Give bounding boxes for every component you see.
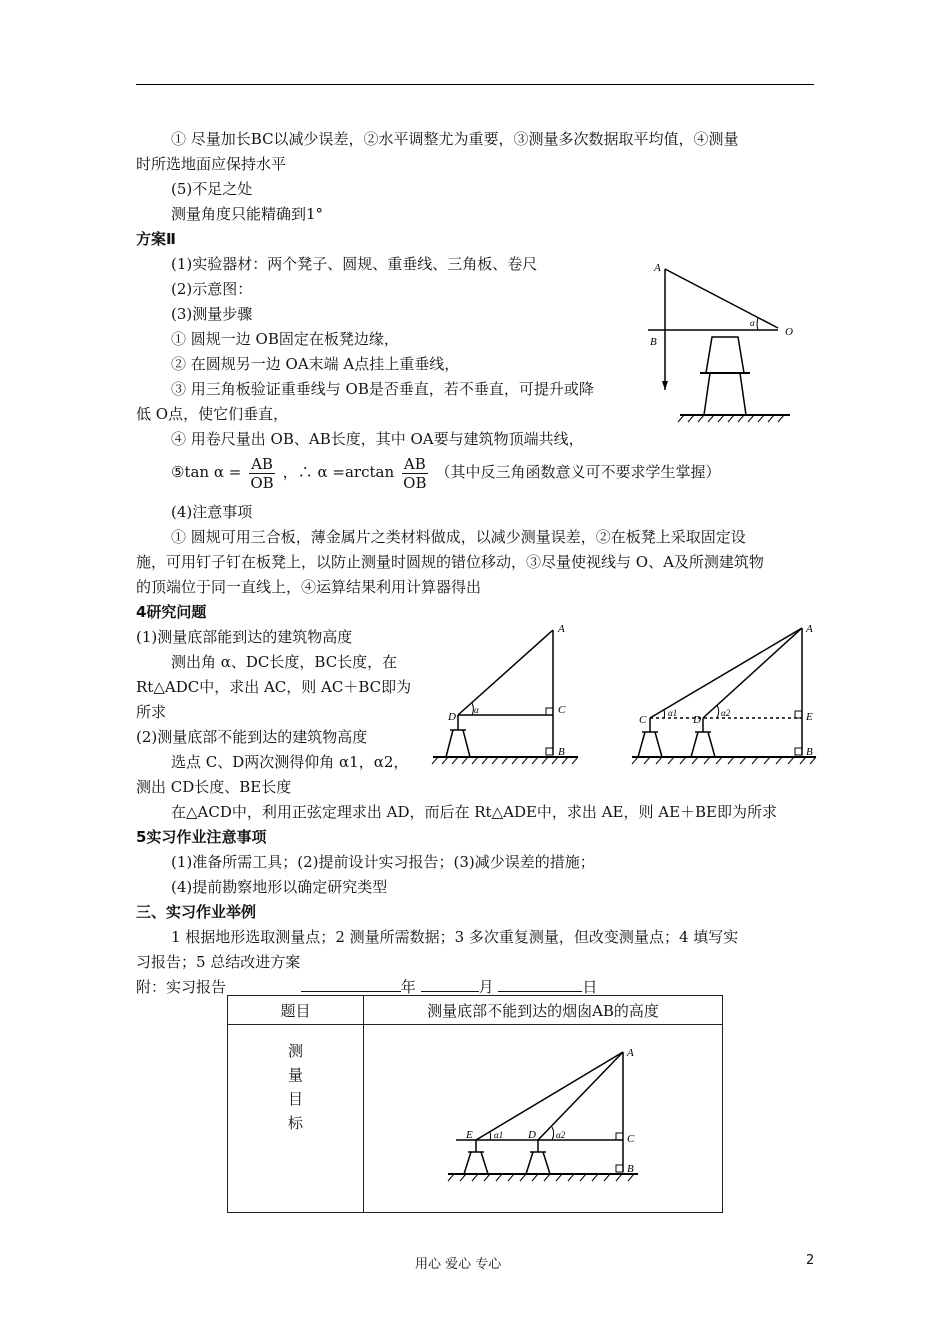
- label-alpha2: α2: [721, 708, 731, 718]
- label-o: O: [785, 326, 793, 338]
- angle-arc: [757, 318, 758, 330]
- fraction-numerator: AB: [403, 454, 426, 473]
- label-alpha1: α1: [668, 708, 678, 718]
- para-line: (3)测量步骤: [171, 305, 253, 323]
- angle-arc: [664, 710, 665, 718]
- label-c: C: [639, 714, 647, 726]
- para-line: ① 圆规可用三合板，薄金属片之类材料做成，以减少测量误差，②在板凳上采取固定设: [171, 528, 746, 546]
- label-alpha: α: [750, 318, 755, 328]
- section-heading: 三、实习作业举例: [136, 903, 257, 921]
- date-blank: [421, 991, 479, 992]
- right-angle-mark: [616, 1165, 623, 1172]
- para-line: (5)不足之处: [171, 180, 253, 198]
- label-alpha: α: [474, 705, 479, 715]
- table-header-cell: 测量底部不能到达的烟囱AB的高度: [364, 996, 723, 1025]
- date-blank: [301, 991, 401, 992]
- right-angle-mark: [616, 1133, 623, 1140]
- tripod: [526, 1140, 550, 1174]
- label-b: B: [650, 336, 657, 348]
- para-line: (2)示意图：: [171, 280, 253, 298]
- para-line: (4)提前勘察地形以确定研究类型: [171, 878, 388, 896]
- plumb-arrow-icon: [662, 381, 668, 390]
- accessible-base-figure: [428, 620, 583, 772]
- table-row: [228, 1025, 723, 1213]
- para-line: 在△ACD中，利用正弦定理求出 AD，而后在 Rt△ADE中，求出 AE，则 AE＋BE即为所求: [171, 803, 778, 821]
- formula-arctan: ，∴ α =arctan: [282, 463, 395, 481]
- label-d: D: [693, 714, 701, 726]
- para-line: ③ 用三角板验证重垂线与 OB是否垂直，若不垂直，可提升或降: [171, 380, 594, 398]
- section-heading: 5实习作业注意事项: [136, 828, 267, 846]
- header-rule: [136, 84, 814, 85]
- label-b: B: [806, 746, 813, 758]
- fraction-denominator: OB: [403, 473, 427, 492]
- sight-line-e: [476, 1052, 623, 1140]
- para-line: 时所选地面应保持水平: [136, 155, 287, 173]
- tripod: [464, 1140, 488, 1174]
- right-angle-mark: [795, 711, 802, 718]
- para-line: Rt△ADC中，求出 AC，则 AC＋BC即为: [136, 678, 412, 696]
- ground-hatch: [678, 415, 784, 422]
- label-b: B: [627, 1162, 634, 1175]
- label-a: A: [654, 262, 661, 274]
- date-blank: [498, 991, 582, 992]
- stool-leg: [740, 373, 746, 415]
- para-line: 1 根据地形选取测量点；2 测量所需数据；3 多次重复测量，但改变测量点；4 填写实: [171, 928, 739, 946]
- page-number: 2: [806, 1253, 815, 1268]
- para-line: (1)测量底部能到达的建筑物高度: [136, 628, 353, 646]
- label-e: E: [466, 1128, 473, 1141]
- label-b: B: [558, 746, 565, 758]
- ground-hatch: [432, 757, 578, 764]
- label-a: A: [627, 1046, 634, 1059]
- ground-hatch: [448, 1174, 634, 1181]
- para-line: (2)测量底部不能到达的建筑物高度: [136, 728, 368, 746]
- para-line: ② 在圆规另一边 OA末端 A点挂上重垂线，: [171, 355, 460, 373]
- table-row: [228, 996, 723, 1025]
- para-line: ① 尽量加长BC以减少误差，②水平调整尤为重要，③测量多次数据取平均值，④测量: [171, 130, 739, 148]
- label-e: E: [806, 711, 813, 723]
- inaccessible-base-figure: [630, 620, 818, 772]
- section-heading: 方案Ⅱ: [136, 230, 176, 248]
- target-char: 标: [287, 1114, 303, 1132]
- sight-line-c: [650, 628, 802, 718]
- compass-arm-oa: [665, 269, 778, 328]
- label-alpha2: α2: [556, 1129, 566, 1140]
- label-alpha1: α1: [494, 1129, 504, 1140]
- para-line: (4)注意事项: [171, 503, 253, 521]
- report-figure: [438, 1042, 648, 1192]
- label-a: A: [558, 623, 565, 635]
- right-angle-mark: [546, 748, 553, 755]
- target-char: 测: [287, 1042, 303, 1060]
- para-line: 低 O点，使它们垂直，: [136, 405, 289, 423]
- angle-arc: [552, 1127, 554, 1140]
- label-d: D: [528, 1128, 536, 1141]
- para-line: 习报告；5 总结改进方案: [136, 953, 301, 971]
- fraction-numerator: AB: [251, 454, 273, 473]
- footer-text: 用心 爱心 专心: [415, 1257, 502, 1272]
- formula-line: [171, 452, 721, 492]
- label-d: D: [448, 711, 456, 723]
- angle-arc: [717, 705, 719, 718]
- para-line: 测量角度只能精确到1°: [171, 205, 324, 223]
- para-line: 所求: [136, 703, 167, 721]
- para-line: (1)实验器材：两个凳子、圆规、重垂线、三角板、卷尺: [171, 255, 538, 273]
- table-header-cell: 题目: [228, 996, 364, 1025]
- target-figure-cell: [364, 1025, 723, 1213]
- angle-arc: [490, 1132, 491, 1140]
- right-angle-mark: [546, 708, 553, 715]
- label-c: C: [627, 1132, 635, 1145]
- target-label-cell: [228, 1025, 364, 1213]
- para-line: 施，可用钉子钉在板凳上，以防止测量时圆规的错位移动，③尽量使视线与 O、A及所测建筑物: [136, 553, 764, 571]
- target-char: 目: [287, 1090, 303, 1108]
- sight-line: [458, 630, 553, 715]
- appendix-label: 附：实习报告: [136, 978, 227, 996]
- day-label: 日: [582, 978, 598, 996]
- formula-tan: ⑤tan α =: [171, 463, 242, 481]
- sight-line-d: [703, 628, 802, 718]
- fraction: [402, 455, 428, 492]
- para-line: 测出角 α、DC长度，BC长度，在: [171, 653, 398, 671]
- right-angle-mark: [795, 748, 802, 755]
- stool-leg: [704, 373, 710, 415]
- compass-schematic-figure: [640, 255, 810, 430]
- para-line: 的顶端位于同一直线上，④运算结果利用计算器得出: [136, 578, 482, 596]
- para-line: 选点 C、D两次测得仰角 α1，α2，: [171, 753, 409, 771]
- target-char: 量: [287, 1066, 303, 1084]
- formula-note: （其中反三角函数意义可不要求学生掌握）: [435, 463, 721, 481]
- report-table: [227, 995, 723, 1213]
- stool-upper: [706, 337, 744, 373]
- para-line: (1)准备所需工具；(2)提前设计实习报告；(3)减少误差的措施；: [171, 853, 595, 871]
- section-heading: 4研究问题: [136, 603, 207, 621]
- label-c: C: [558, 704, 566, 716]
- month-label: 月: [478, 978, 494, 996]
- year-label: 年: [400, 978, 416, 996]
- para-line: ① 圆规一边 OB固定在板凳边缘，: [171, 330, 399, 348]
- para-line: 测出 CD长度、BE长度: [136, 778, 292, 796]
- para-line: ④ 用卷尺量出 OB、AB长度，其中 OA要与建筑物顶端共线，: [171, 430, 584, 448]
- fraction: [249, 455, 275, 492]
- ground-hatch: [632, 757, 816, 764]
- fraction-denominator: OB: [250, 473, 274, 492]
- label-a: A: [806, 623, 813, 635]
